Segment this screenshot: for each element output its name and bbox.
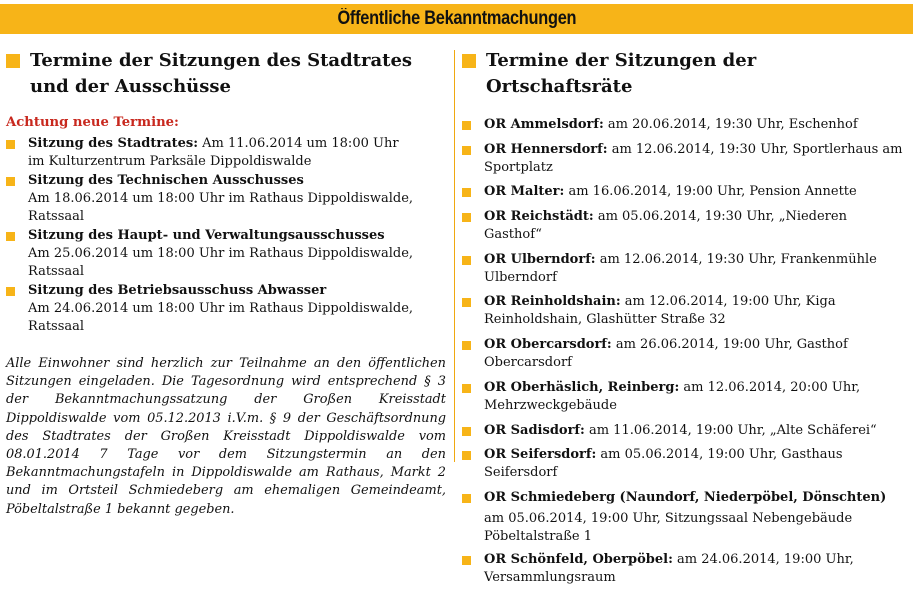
square-bullet-icon — [462, 384, 471, 393]
item-label: OR Sadisdorf: — [484, 422, 585, 438]
item-label: Sitzung des Stadtrates: — [28, 136, 199, 151]
square-bullet-icon — [6, 140, 15, 149]
meeting-list — [6, 135, 450, 336]
square-bullet-icon — [6, 287, 15, 296]
invitation-note: Alle Einwohner sind herzlich zur Teilnahme an den öffentlichen Sitzungen eingeladen. Die Tagesordnung wird entsprechend § 3 der Bekanntmachungssatzung der Großen Kreisstadt Dippoldiswalde vom 05.12.2013 i.V.m. § 9 der Geschäftsordnung des Stadtrates der Großen Kreisstadt Dippoldiswalde vom 08.01.2014 7 Tage vor dem Sitzungstermin an den Bekanntmachungstafeln in Dippoldiswalde am Rathaus, Markt 2 und im Ortsteil Schmiedeberg am ehemaligen Gemeindeamt, Pöbeltalstraße 1 bekannt gegeben. — [6, 356, 446, 517]
item-detail: am 05.06.2014, 19:00 Uhr, Sitzungssaal Nebengebäude Pöbeltalstraße 1 — [484, 510, 853, 544]
item-text: am 05.06.2014, 19:30 Uhr, „Niederen Gasthof“ — [484, 209, 847, 243]
item-label: Sitzung des Betriebsausschuss Abwasser — [28, 283, 327, 298]
item-text: am 24.06.2014, 19:00 Uhr, Versammlungsraum — [484, 551, 854, 585]
item-detail: Am 24.06.2014 um 18:00 Uhr im Rathaus Dippoldiswalde, Ratssaal — [28, 301, 414, 334]
council-list — [462, 116, 908, 587]
item-label: OR Seifersdorf: — [484, 447, 597, 463]
section-title: Termine der Sitzungen des Stadtrates und der Ausschüsse — [30, 50, 413, 97]
list-item — [6, 135, 450, 171]
list-item — [462, 446, 908, 482]
column-divider — [454, 50, 455, 462]
list-item — [462, 251, 908, 287]
item-detail: Am 18.06.2014 um 18:00 Uhr im Rathaus Dippoldiswalde, Ratssaal — [28, 191, 414, 224]
item-label: OR Ulberndorf: — [484, 251, 596, 267]
square-bullet-icon — [462, 298, 471, 307]
item-label: OR Reinholdshain: — [484, 294, 621, 310]
square-bullet-icon — [462, 494, 471, 503]
item-text: am 16.06.2014, 19:00 Uhr, Pension Annette — [564, 184, 857, 200]
square-bullet-icon — [6, 54, 20, 68]
item-label: OR Oberhäslich, Reinberg: — [484, 379, 680, 395]
square-bullet-icon — [462, 54, 476, 68]
square-bullet-icon — [462, 556, 471, 565]
item-label: OR Obercarsdorf: — [484, 337, 612, 353]
item-label: OR Hennersdorf: — [484, 141, 608, 157]
header-banner — [0, 4, 913, 34]
square-bullet-icon — [462, 146, 471, 155]
item-label: Sitzung des Technischen Ausschusses — [28, 173, 304, 188]
item-label: OR Ammelsdorf: — [484, 117, 604, 132]
item-label: OR Schönfeld, Oberpöbel: — [484, 551, 673, 567]
section-title: Termine der Sitzungen der Ortschaftsräte — [486, 50, 757, 97]
list-item — [462, 489, 908, 507]
item-detail: im Kulturzentrum Parksäle Dippoldiswalde — [28, 154, 312, 169]
list-item — [6, 172, 450, 226]
item-text: am 26.06.2014, 19:00 Uhr, Gasthof Obercarsdorf — [484, 337, 848, 371]
item-text: am 20.06.2014, 19:30 Uhr, Eschenhof — [603, 117, 858, 132]
item-text: Am 11.06.2014 um 18:00 Uhr — [198, 136, 399, 151]
item-label: Sitzung des Haupt- und Verwaltungsausschusses — [28, 228, 385, 243]
square-bullet-icon — [462, 427, 471, 436]
list-item — [462, 183, 908, 201]
list-item — [462, 422, 908, 440]
item-text: am 11.06.2014, 19:00 Uhr, „Alte Schäferei“ — [584, 422, 877, 438]
list-item — [462, 208, 908, 244]
section-header-ortschaftsraete — [462, 48, 908, 100]
list-item — [462, 379, 908, 415]
right-column — [462, 48, 908, 593]
list-item — [462, 551, 908, 587]
item-text: am 12.06.2014, 19:00 Uhr, Kiga Reinholdshain, Glashütter Straße 32 — [484, 294, 836, 328]
list-item — [6, 282, 450, 336]
left-column — [6, 48, 450, 519]
square-bullet-icon — [462, 121, 471, 130]
item-label: OR Malter: — [484, 184, 565, 200]
item-label: OR Reichstädt: — [484, 209, 594, 225]
square-bullet-icon — [462, 341, 471, 350]
list-item — [462, 116, 908, 134]
square-bullet-icon — [462, 213, 471, 222]
square-bullet-icon — [462, 256, 471, 265]
item-detail: Am 25.06.2014 um 18:00 Uhr im Rathaus Dippoldiswalde, Ratssaal — [28, 246, 414, 279]
list-item — [462, 141, 908, 177]
item-text: am 12.06.2014, 20:00 Uhr, Mehrzweckgebäude — [484, 379, 861, 413]
section-header-stadtrat — [6, 48, 450, 100]
banner-title: Öffentliche Bekanntmachungen — [337, 8, 576, 29]
square-bullet-icon — [462, 188, 471, 197]
list-item — [6, 227, 450, 281]
alert-heading: Achtung neue Termine: — [6, 115, 179, 130]
item-text: am 12.06.2014, 19:30 Uhr, Sportlerhaus am Sportplatz — [484, 141, 903, 175]
list-item — [462, 336, 908, 372]
square-bullet-icon — [6, 232, 15, 241]
square-bullet-icon — [462, 451, 471, 460]
list-item — [462, 293, 908, 329]
item-text: am 12.06.2014, 19:30 Uhr, Frankenmühle Ulberndorf — [484, 251, 877, 285]
item-text: am 05.06.2014, 19:00 Uhr, Gasthaus Seifersdorf — [484, 447, 843, 481]
item-label: OR Schmiedeberg (Naundorf, Niederpöbel, Dönschten) — [484, 489, 887, 505]
square-bullet-icon — [6, 177, 15, 186]
